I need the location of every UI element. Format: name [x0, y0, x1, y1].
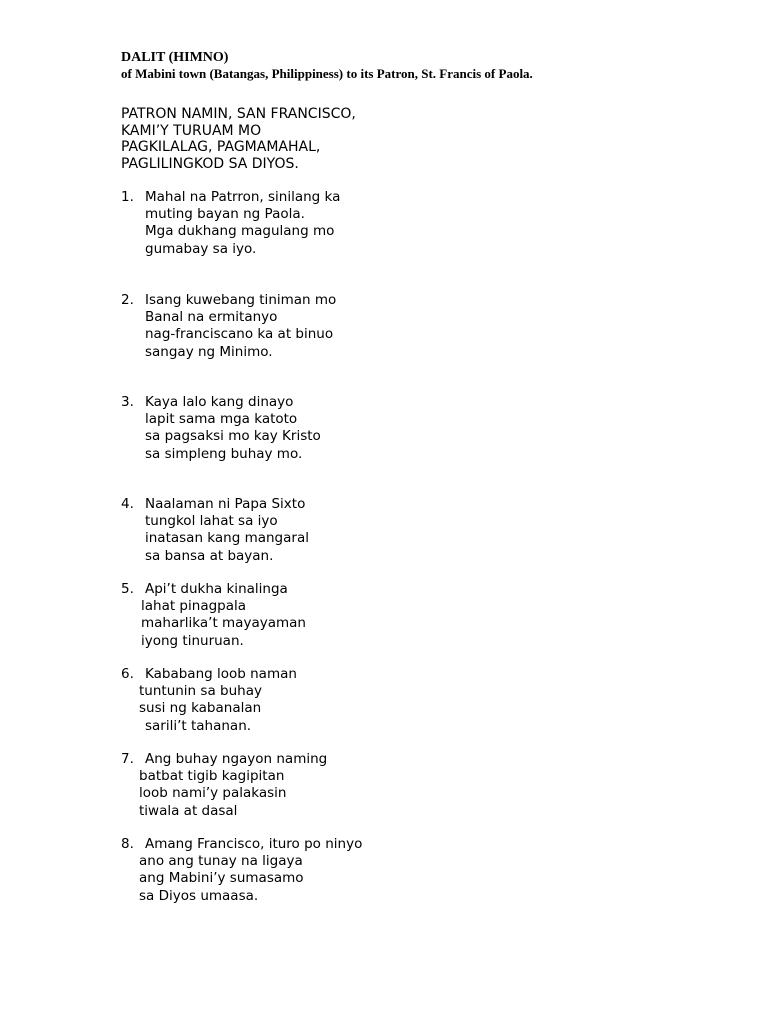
verse-line: sa pagsaksi mo kay Kristo [145, 428, 321, 445]
verse-number: 4. [121, 496, 134, 512]
verse-number: 6. [121, 666, 134, 682]
verse-5 [121, 581, 306, 650]
verse-line: Naalaman ni Papa Sixto [145, 496, 306, 512]
verse-line: sangay ng Minimo. [145, 343, 273, 360]
verse-line: tiwala at dasal [139, 802, 238, 819]
verse-line: susi ng kabanalan [139, 700, 262, 717]
verse-7 [121, 751, 327, 820]
refrain [121, 106, 356, 172]
verse-line: Api’t dukha kinalinga [145, 581, 288, 597]
refrain-line: PAGKILALAG, PAGMAMAHAL, [121, 139, 321, 155]
verse-number: 3. [121, 394, 134, 410]
verse-line: Kaya lalo kang dinayo [145, 394, 294, 410]
verse-line: Mga dukhang magulang mo [145, 223, 335, 240]
verse-line: muting bayan ng Paola. [145, 206, 305, 223]
verse-line: sa simpleng buhay mo. [145, 445, 303, 462]
refrain-line: KAMI’Y TURUAM MO [121, 122, 262, 139]
verse-line: ang Mabini’y sumasamo [139, 870, 304, 887]
verse-number: 7. [121, 751, 134, 767]
verse-line: Ang buhay ngayon naming [145, 751, 328, 767]
verse-line: ano ang tunay na ligaya [139, 853, 303, 870]
verse-8 [121, 836, 362, 905]
verse-line: lapit sama mga katoto [145, 411, 298, 428]
refrain-line: PAGLILINGKOD SA DIYOS. [121, 155, 299, 172]
verse-line: tungkol lahat sa iyo [145, 513, 278, 530]
document-title: DALIT (HIMNO) [121, 50, 229, 65]
refrain-line: PATRON NAMIN, SAN FRANCISCO, [121, 106, 356, 122]
document-subtitle: of Mabini town (Batangas, Philippiness) to its Patron, St. Francis of Paola. [121, 66, 533, 81]
verse-number: 2. [121, 292, 134, 308]
verse-4 [121, 496, 309, 565]
verse-number: 8. [121, 836, 134, 852]
verse-line: Isang kuwebang tiniman mo [145, 292, 337, 308]
verse-2 [121, 292, 336, 361]
verse-line: gumabay sa iyo. [145, 240, 257, 257]
verse-line: tuntunin sa buhay [139, 683, 262, 700]
verse-line: nag-franciscano ka at binuo [145, 326, 334, 343]
verse-line: iyong tinuruan. [141, 632, 244, 649]
verse-line: maharlika’t mayayaman [141, 615, 306, 632]
verse-number: 1. [121, 189, 134, 205]
verse-line: batbat tigib kagipitan [139, 768, 285, 785]
verse-line: loob nami’y palakasin [139, 785, 287, 802]
verse-line: sa Diyos umaasa. [139, 887, 259, 904]
verse-line: Kababang loob naman [145, 666, 297, 682]
verse-line: Mahal na Patrron, sinilang ka [145, 189, 341, 205]
verse-1 [121, 189, 340, 258]
verse-6 [121, 666, 297, 735]
verse-line: lahat pinagpala [141, 598, 247, 615]
verse-number: 5. [121, 581, 134, 597]
verse-line: sa bansa at bayan. [145, 547, 274, 564]
verse-3 [121, 394, 321, 463]
verse-line: inatasan kang mangaral [145, 530, 309, 547]
verse-line: Banal na ermitanyo [145, 309, 278, 326]
verse-line: Amang Francisco, ituro po ninyo [145, 836, 363, 852]
verse-line: sarili’t tahanan. [145, 717, 252, 734]
